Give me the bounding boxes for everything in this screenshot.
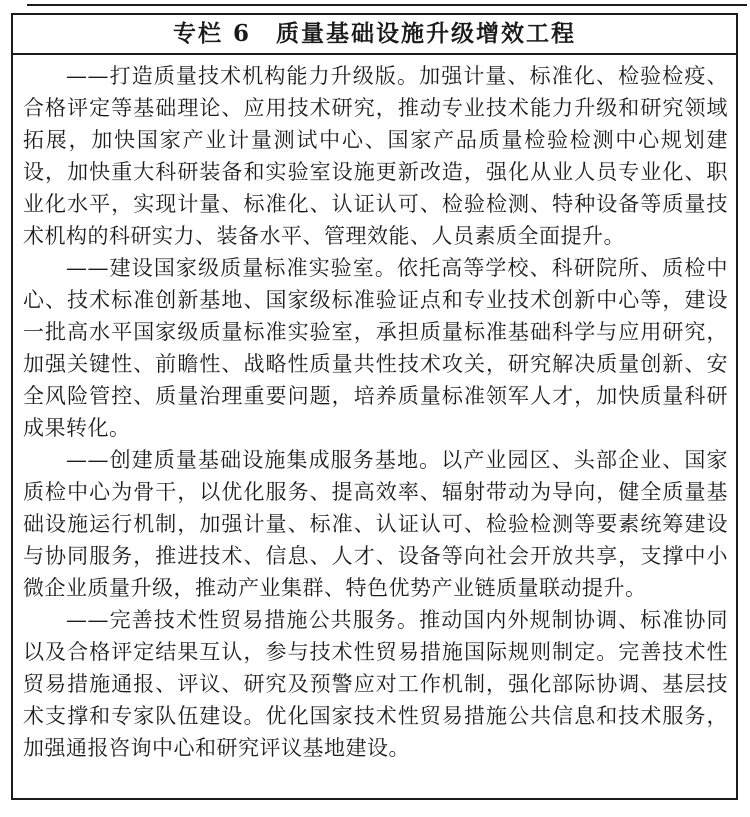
panel-body bbox=[13, 55, 736, 764]
top-rule-line bbox=[27, 4, 747, 6]
column-box-panel bbox=[11, 13, 738, 800]
paragraph-integrated-service-bases: ——创建质量基础设施集成服务基地。以产业园区、头部企业、国家质检中心为骨干，以优化服务、提高效率、辐射带动为导向，健全质量基础设施运行机制，加强计量、标准、认证认可、检验检测等要素统筹建设与协同服务，推进技术、信息、人才、设备等向社会开放共享，支撑中小微企业质量升级，推动产业集群、特色优势产业链质量联动提升。 bbox=[23, 448, 728, 600]
panel-title: 专栏 6 质量基础设施升级增效工程 bbox=[13, 15, 736, 55]
paragraph-national-quality-standard-labs: ——建设国家级质量标准实验室。依托高等学校、科研院所、质检中心、技术标准创新基地、国家级标准验证点和专业技术创新中心等，建设一批高水平国家级质量标准实验室，承担质量标准基础科学与应用研究，加强关键性、前瞻性、战略性质量共性技术攻关，研究解决质量创新、安全风险管控、质量治理重要问题，培养质量标准领军人才，加快质量科研成果转化。 bbox=[23, 256, 728, 440]
paragraph-technical-trade-measures: ——完善技术性贸易措施公共服务。推动国内外规制协调、标准协同以及合格评定结果互认，参与技术性贸易措施国际规则制定。完善技术性贸易措施通报、评议、研究及预警应对工作机制，强化部际协调、基层技术支撑和专家队伍建设。优化国家技术性贸易措施公共信息和技术服务，加强通报咨询中心和研究评议基地建设。 bbox=[23, 608, 728, 760]
paragraph-quality-tech-institutions: ——打造质量技术机构能力升级版。加强计量、标准化、检验检疫、合格评定等基础理论、应用技术研究，推动专业技术能力升级和研究领域拓展，加快国家产业计量测试中心、国家产品质量检验检测中心规划建设，加快重大科研装备和实验室设施更新改造，强化从业人员专业化、职业化水平，实现计量、标准化、认证认可、检验检测、特种设备等质量技术机构的科研实力、装备水平、管理效能、人员素质全面提升。 bbox=[23, 64, 728, 248]
